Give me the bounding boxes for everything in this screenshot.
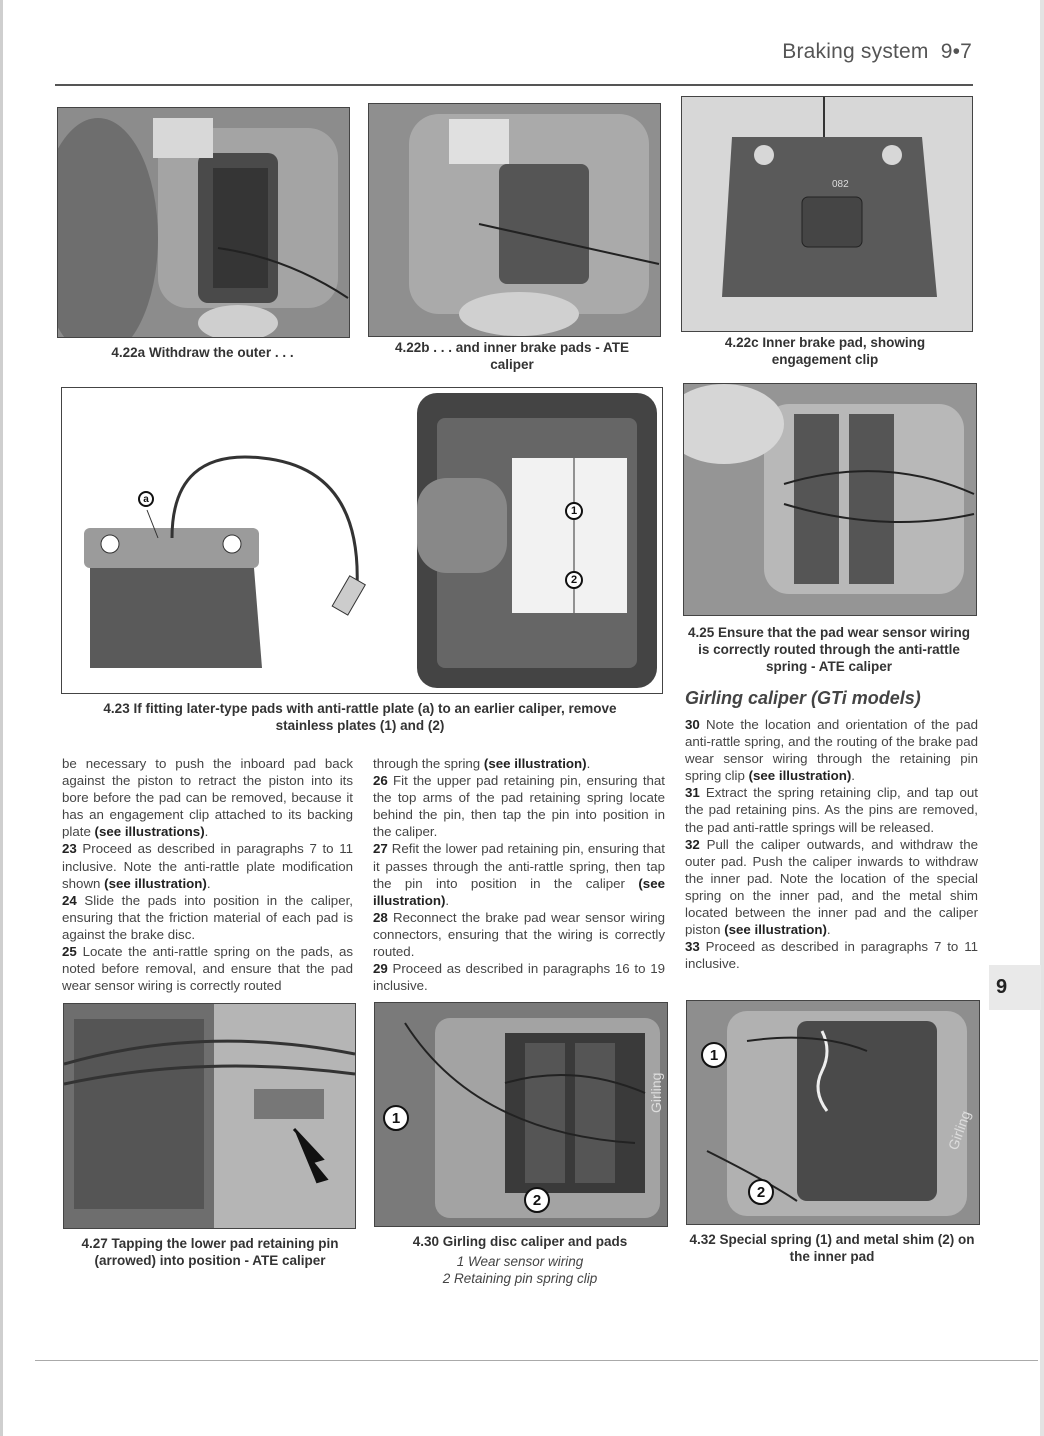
- label-a: a: [138, 491, 154, 507]
- paragraph-27: 27 Refit the lower pad retaining pin, ensuring that it passes through the anti-rattle spring, then tap the pin into position in the caliper (see illustration).: [373, 841, 665, 908]
- page-edge-right: [1040, 0, 1044, 1436]
- photo-4-27: [63, 1003, 356, 1229]
- photo-4-32: [686, 1000, 980, 1225]
- text-column-1: [62, 755, 353, 994]
- paragraph-23: 23 Proceed as described in paragraphs 7 to 11 inclusive. Note the anti-rattle plate modification shown (see illustration).: [62, 841, 353, 891]
- caption-4-30-key-2: 2 Retaining pin spring clip: [442, 1271, 598, 1286]
- label-1: 1: [701, 1042, 727, 1068]
- paragraph-30: 30 Note the location and orientation of the pad anti-rattle spring, and the routing of the brake pad wear sensor wiring through the retaining pin spring clip (see illustration).: [685, 717, 978, 784]
- paragraph-31: 31 Extract the spring retaining clip, and tap out the pad retaining pins. As the pins are removed, the pad anti-rattle springs will be released.: [685, 785, 978, 835]
- paragraph-24: 24 Slide the pads into position in the caliper, ensuring that the friction material of each pad is against the brake disc.: [62, 892, 353, 942]
- paragraph-28: 28 Reconnect the brake pad wear sensor wiring connectors, ensuring that the wiring is correctly routed.: [373, 909, 665, 960]
- label-2: 2: [565, 571, 583, 589]
- label-2: 2: [524, 1187, 550, 1213]
- caption-4-27: 4.27 Tapping the lower pad retaining pin (arrowed) into position - ATE caliper: [81, 1236, 339, 1268]
- running-header: [782, 40, 972, 64]
- photo-4-25: [683, 383, 977, 616]
- caption-4-23: 4.23 If fitting later-type pads with anti-rattle plate (a) to an earlier caliper, remove stainless plates (1) and (2): [103, 701, 617, 733]
- page-edge: [0, 0, 3, 1436]
- section-heading: Girling caliper (GTi models): [685, 688, 921, 708]
- label-2: 2: [748, 1179, 774, 1205]
- girling-text: Girling: [648, 1072, 664, 1113]
- header-title: Braking system: [782, 40, 929, 63]
- caption-4-22c: 4.22c Inner brake pad, showing engagement clip: [724, 335, 926, 367]
- photo-4-22a: [57, 107, 350, 338]
- caption-4-25: 4.25 Ensure that the pad wear sensor wiring is correctly routed through the anti-rattle spring - ATE caliper: [687, 625, 971, 674]
- page-number: 9•7: [940, 40, 972, 63]
- caption-4-22b: 4.22b . . . and inner brake pads - ATE caliper: [394, 340, 630, 372]
- text-column-2: [373, 755, 665, 994]
- header-rule: [55, 84, 973, 86]
- pad-code-text: 082: [832, 179, 849, 190]
- paragraph-26: 26 Fit the upper pad retaining pin, ensuring that the top arms of the pad retaining spring locate behind the pin, then tap the pin into position in the caliper.: [373, 773, 665, 840]
- paragraph-continued: be necessary to push the inboard pad back against the piston to retract the piston into its bore before the pad can be removed, because it has an engagement clip attached to its backing plate (see illustrations).: [62, 756, 353, 840]
- caption-4-30-title: 4.30 Girling disc caliper and pads: [412, 1234, 628, 1249]
- girling-text: Girling: [944, 1108, 974, 1153]
- text-column-3: [685, 716, 978, 972]
- caption-4-30-key-1: 1 Wear sensor wiring: [456, 1254, 584, 1269]
- photo-4-22b: [368, 103, 661, 337]
- paragraph-25: 25 Locate the anti-rattle spring on the pads, as noted before removal, and ensure that the pad wear sensor wiring is correctly routed: [62, 944, 353, 994]
- paragraph-29: 29 Proceed as described in paragraphs 16 to 19 inclusive.: [373, 961, 665, 994]
- footer-rule: [35, 1360, 1038, 1361]
- caption-4-32: 4.32 Special spring (1) and metal shim (2) on the inner pad: [689, 1232, 975, 1264]
- caption-4-30: [374, 1233, 666, 1287]
- paragraph-32: 32 Pull the caliper outwards, and withdraw the outer pad. Push the caliper inwards to withdraw the inner pad. Note the location of the special spring on the inner pad, and the metal shim located between the inner pad and the caliper piston (see illustration).: [685, 836, 978, 938]
- photo-4-30: [374, 1002, 668, 1227]
- label-1: 1: [565, 502, 583, 520]
- figure-4-23-frame: [61, 387, 663, 694]
- photo-4-22c: [681, 96, 973, 332]
- caption-4-22a: 4.22a Withdraw the outer . . .: [111, 345, 294, 360]
- paragraph-25-cont: through the spring (see illustration).: [373, 756, 591, 771]
- label-1: 1: [383, 1105, 409, 1131]
- chapter-thumb-tab: 9: [989, 965, 1041, 1010]
- paragraph-33: 33 Proceed as described in paragraphs 7 to 11 inclusive.: [685, 939, 978, 972]
